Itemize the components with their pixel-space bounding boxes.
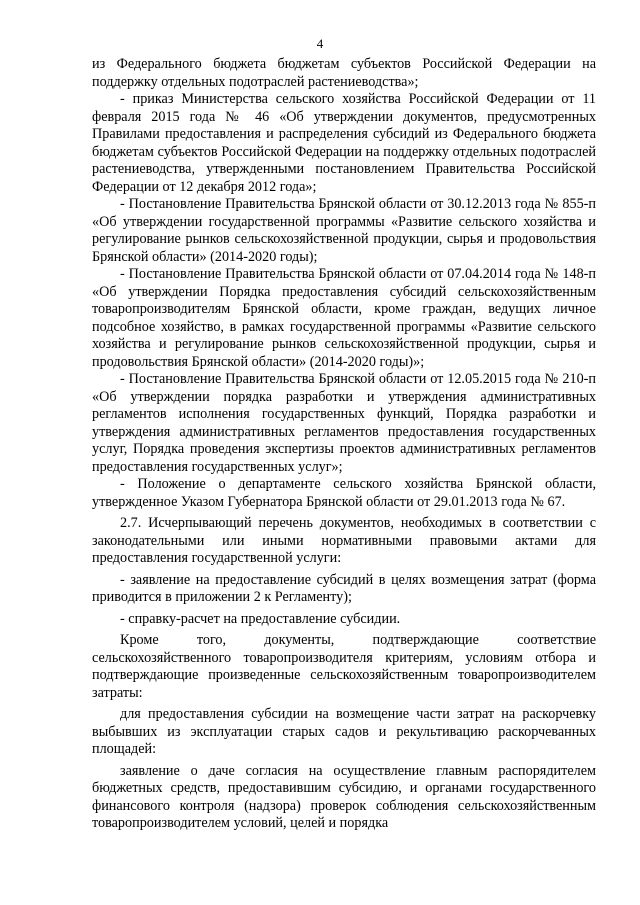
paragraph-calculation: - справку-расчет на предоставление субсидии. xyxy=(120,610,401,627)
paragraph-application: - заявление на предоставление субсидий в целях возмещения затрат (форма приводится в приложении 2 к Регламенту); xyxy=(92,571,596,605)
paragraph-additional-documents: Кроме того, документы, подтверждающие соответствие сельскохозяйственного товаропроизводителя критериям, условиям отбора и подтверждающие произведенные сельскохозяйственным товаропроизводителем затраты: xyxy=(92,632,596,701)
paragraph-consent-statement: заявление о даче согласия на осуществление главным распорядителем бюджетных средств, предоставившим субсидию, и органами государственного финансового контроля (надзора) проверок соблюдения сельскохозяйственным товаропроизводителем условий, целей и порядка xyxy=(92,762,596,831)
paragraph-continuation: из Федерального бюджета бюджетам субъектов Российской Федерации на поддержку отдельных подотраслей растениеводства»; xyxy=(92,56,596,90)
paragraph-resolution-148: - Постановление Правительства Брянской области от 07.04.2014 года № 148-п «Об утверждении Порядка предоставления субсидий сельскохозяйственным товаропроизводителям Брянской области, кроме граждан, ведущих личное подсобное хозяйство, в рамках государственной программы «Развитие сельского хозяйства и регулирование рынков сельскохозяйственной продукции, сырья и продовольствия Брянской области» (2014-2020 годы)»; xyxy=(92,266,596,370)
paragraph-uprooting-subsidy: для предоставления субсидии на возмещение части затрат на раскорчевку выбывших из эксплуатации старых садов и рекультивацию раскорчеванных площадей: xyxy=(92,706,596,757)
page-number: 4 xyxy=(316,36,324,51)
paragraph-section-2-7: 2.7. Исчерпывающий перечень документов, необходимых в соответствии с законодательными или иными нормативными правовыми актами для предоставления государственной услуги: xyxy=(92,515,596,566)
document-body xyxy=(92,56,596,833)
paragraph-resolution-855: - Постановление Правительства Брянской области от 30.12.2013 года № 855-п «Об утверждении государственной программы «Развитие сельского хозяйства и регулирование рынков сельскохозяйственной продукции, сырья и продовольствия Брянской области» (2014-2020 годы); xyxy=(92,196,596,265)
paragraph-resolution-210: - Постановление Правительства Брянской области от 12.05.2015 года № 210-п «Об утверждении порядка разработки и утверждения административных регламентов исполнения государственных функций, Порядка разработки и утверждения административных регламентов предоставления государственных услуг, Порядка проведения экспертизы проектов административных регламентов предоставления государственных услуг»; xyxy=(92,371,596,475)
paragraph-department-regulation: - Положение о департаменте сельского хозяйства Брянской области, утвержденное Указом Губернатора Брянской области от 29.01.2013 года № 67. xyxy=(92,476,596,510)
paragraph-ministry-order: - приказ Министерства сельского хозяйства Российской Федерации от 11 февраля 2015 года № 46 «Об утверждении документов, предусмотренных Правилами предоставления и распределения субсидий из Федерального бюджета бюджетам субъектов Российской Федерации на поддержку отдельных подотраслей растениеводства, утвержденными постановлением Правительства Российской Федерации от 12 декабря 2012 года»; xyxy=(92,91,596,195)
